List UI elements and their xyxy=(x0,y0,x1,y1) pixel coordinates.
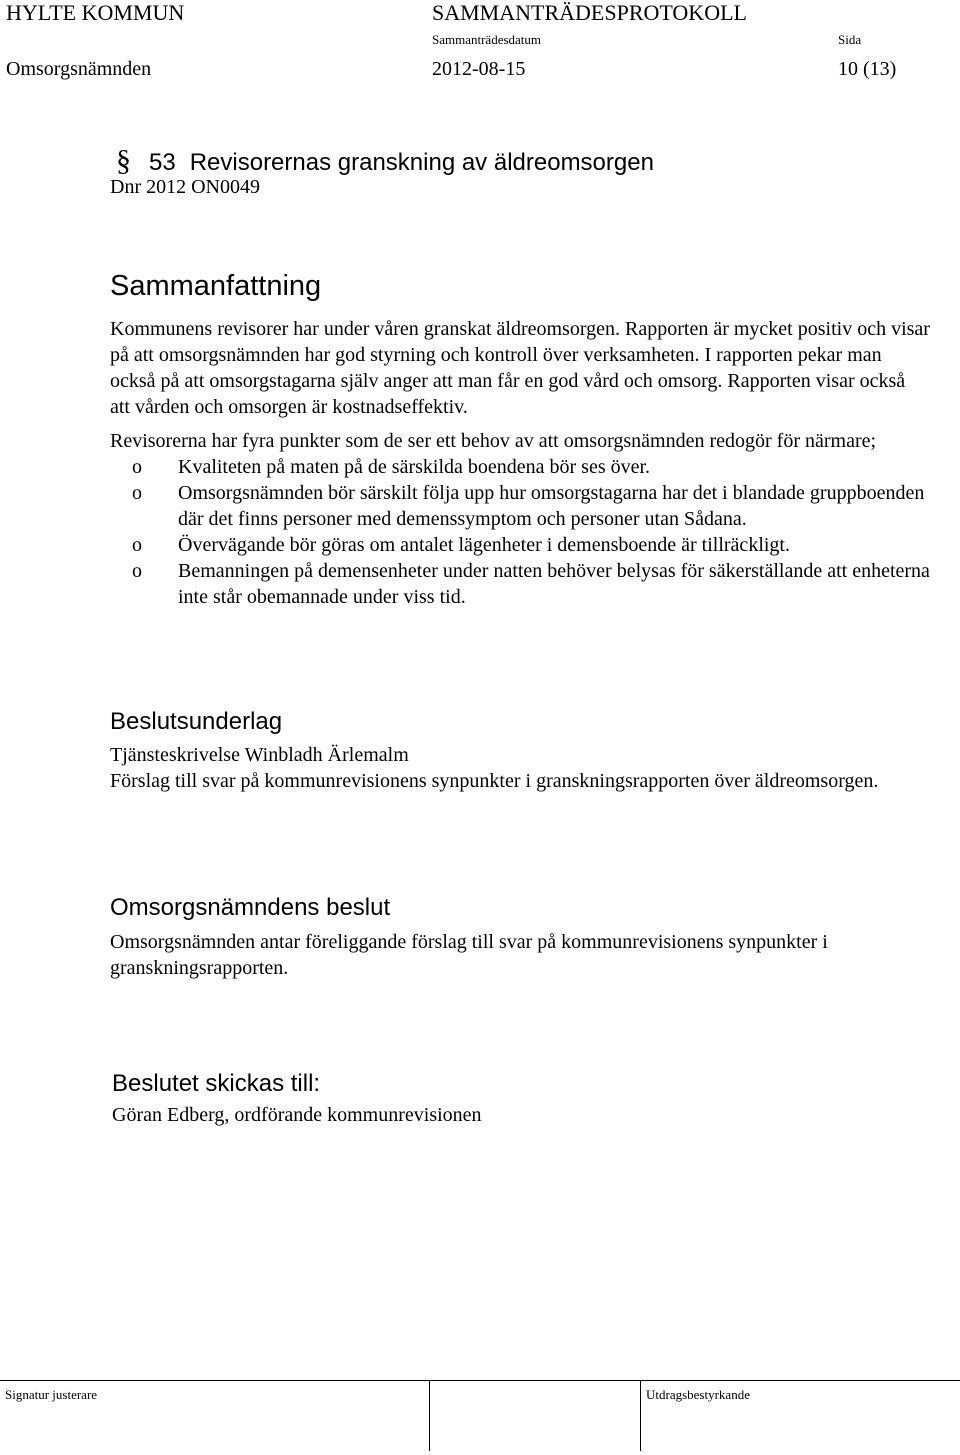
list-item-text: Övervägande bör göras om antalet lägenheter i demensboende är tillräckligt. xyxy=(178,534,790,556)
section-mark: § xyxy=(116,144,131,177)
summary-body xyxy=(110,316,930,610)
section-title-text: Revisorernas granskning av äldreomsorgen xyxy=(189,149,654,176)
basis-line-1: Tjänsteskrivelse Winbladh Ärlemalm xyxy=(110,744,409,766)
list-item-text: Kvaliteten på maten på de särskilda boendena bör ses över. xyxy=(178,456,651,478)
page-label: Sida xyxy=(838,32,862,47)
extract-box xyxy=(641,1381,959,1451)
bullet-mark: o xyxy=(132,482,142,504)
section-title xyxy=(116,146,654,180)
meeting-date: 2012-08-15 xyxy=(432,58,526,80)
bullet-mark: o xyxy=(132,534,142,556)
list-item-text: Omsorgsnämnden bör särskilt följa upp hur omsorgstagarna har det i blandade gruppboenden där det finns personer med demenssymptom och personer utan Sådana. xyxy=(178,482,925,530)
list-item xyxy=(110,454,930,480)
signature-box xyxy=(0,1381,430,1451)
date-label: Sammanträdesdatum xyxy=(432,32,542,47)
recipient: Göran Edberg, ordförande kommunrevisionen xyxy=(112,1104,482,1126)
findings-list xyxy=(110,454,930,610)
bullet-mark: o xyxy=(132,560,142,582)
document-type: SAMMANTRÄDESPROTOKOLL xyxy=(432,0,747,25)
summary-paragraph-1: Kommunens revisorer har under våren granskat äldreomsorgen. Rapporten är mycket positiv och visar på att omsorgsnämnden har god styrning och kontroll över verksamheten. I rapporten pekar man också på att omsorgstagarna själv anger att man får en god vård och omsorg. Rapporten visar också att vården och omsorgen är kostnadseffektiv. xyxy=(110,318,930,418)
signature-label: Signatur justerare xyxy=(5,1387,98,1402)
summary-heading: Sammanfattning xyxy=(110,270,322,302)
basis-heading: Beslutsunderlag xyxy=(110,708,283,735)
municipality-name: HYLTE KOMMUN xyxy=(6,0,185,25)
list-item xyxy=(110,532,930,558)
list-item-text: Bemanningen på demensenheter under natten behöver belysas för säkerställande att enheterna inte står obemannade under viss tid. xyxy=(178,560,930,608)
sent-to-heading: Beslutet skickas till: xyxy=(112,1070,321,1097)
summary-paragraph-2: Revisorerna har fyra punkter som de ser ett behov av att omsorgsnämnden redogör för närmare; xyxy=(110,430,877,452)
extract-label: Utdragsbestyrkande xyxy=(646,1387,750,1402)
page-number: 10 (13) xyxy=(838,58,897,80)
section-number: 53 xyxy=(149,149,176,176)
basis-line-2: Förslag till svar på kommunrevisionens synpunkter i granskningsrapporten över äldreomsorgen. xyxy=(110,770,879,792)
basis-body xyxy=(110,742,930,794)
list-item xyxy=(110,480,930,532)
list-item xyxy=(110,558,930,610)
decision-heading: Omsorgsnämndens beslut xyxy=(110,894,391,921)
committee-name: Omsorgsnämnden xyxy=(6,58,152,80)
decision-text: Omsorgsnämnden antar föreliggande förslag till svar på kommunrevisionens synpunkter i granskningsrapporten. xyxy=(110,931,828,979)
diary-number: Dnr 2012 ON0049 xyxy=(110,176,260,198)
signature-footer xyxy=(0,1380,960,1455)
signature-box-empty xyxy=(430,1381,641,1451)
bullet-mark: o xyxy=(132,456,142,478)
